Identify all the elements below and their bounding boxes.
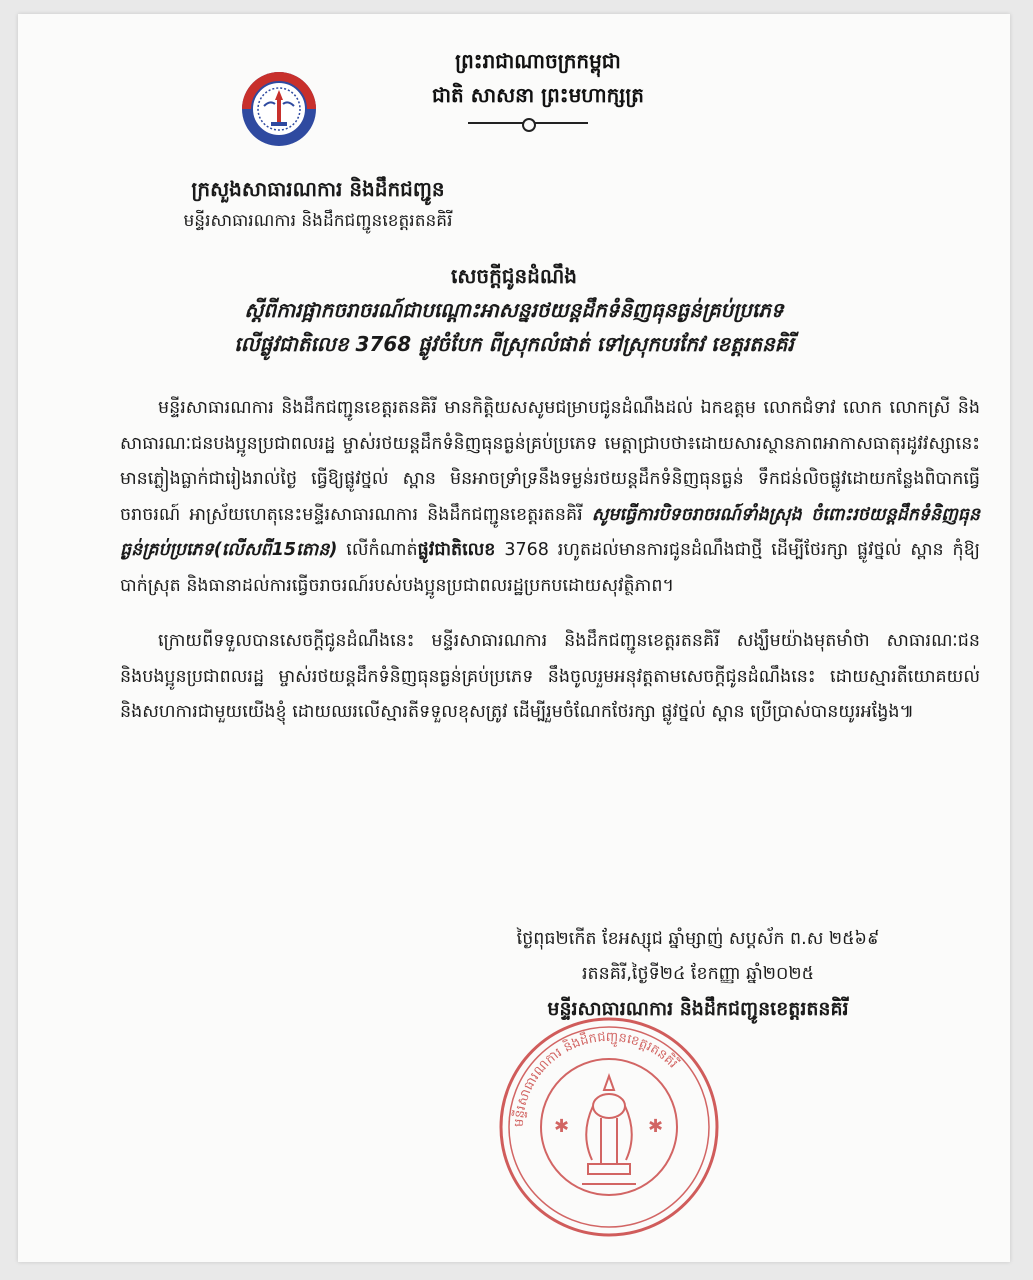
title-line1: សេចក្តីជូនដំណឹង xyxy=(451,264,577,288)
ministry-block xyxy=(108,172,528,236)
kingdom-motto-line1: ព្រះរាជាណាចក្រកម្ពុជា xyxy=(455,49,621,73)
department-name: មន្ទីរសាធារណការ និងដឹកជញ្ជូនខេត្តរតនគិរី xyxy=(183,211,453,231)
seal-ring-text: មន្ទីរសាធារណការ និងដឹកជញ្ជូនខេត្តរតនគិរី xyxy=(511,1029,681,1128)
kingdom-motto-line2: ជាតិ សាសនា ព្រះមហាក្សត្រ xyxy=(432,83,644,107)
seal-star-left: ✱ xyxy=(554,1116,570,1137)
p1-mid: លើកំណាត់ xyxy=(337,540,418,560)
seal-star-right: ✱ xyxy=(648,1116,664,1137)
p1-road: ផ្លូវជាតិលេខ xyxy=(417,540,496,560)
notice-title xyxy=(78,259,950,361)
paragraph-1 xyxy=(120,391,980,604)
title-line2: ស្តីពីការផ្អាកចរាចរណ៍ជាបណ្តោះអាសន្នរថយន្តដឹកទំនិញធុនធ្ងន់គ្រប់ប្រភេទ xyxy=(244,298,784,322)
paragraph-2: ក្រោយពីទទួលបានសេចក្តីជូនដំណឹងនេះ មន្ទីរសាធារណការ និងដឹកជញ្ជូនខេត្តរតនគិរី សង្ឃឹមយ៉ាងមុតមាំថា សាធារណៈជន និងបងប្អូនប្រជាពលរដ្ឋ ម្ចាស់រថយន្តដឹកទំនិញធុនធ្ងន់គ្រប់ប្រភេទ នឹងចូលរួមអនុវត្តតាមសេចក្តីជូនដំណឹងនេះ ដោយស្មារតីយោគយល់ និងសហការជាមួយយើងខ្ញុំ ដោយឈរលើស្មារតីទទួលខុសត្រូវ ដើម្បីរួមចំណែកថែរក្សា ផ្លូវថ្នល់ ស្ពាន ប្រើប្រាស់បានយូរអង្វែង៕ xyxy=(120,631,980,722)
p1-emphasis: សូមធ្វើការបិទចរាចរណ៍ទាំងស្រុង ចំពោះរថយន្តដឹកទំនិញធុនធ្ងន់គ្រប់ប្រភេទ(លើសពី15តោន) xyxy=(120,504,980,560)
kingdom-header xyxy=(378,44,698,112)
notice-body xyxy=(120,391,980,731)
title-line3: លើផ្លូវជាតិលេខ 3768 ផ្លូវចំបែក ពីស្រុកលំផាត់ ទៅស្រុកបរកែវ ខេត្តរតនគិរី xyxy=(234,332,794,356)
document-page xyxy=(18,14,1010,1262)
official-seal-stamp xyxy=(496,1014,722,1240)
ministry-name: ក្រសួងសាធារណការ និងដឹកជញ្ជូន xyxy=(191,177,445,201)
p1-end: 3768 រហូតដល់មានការជូនដំណឹងជាថ្មី ដើម្បីថែរក្សា ផ្លូវថ្នល់ ស្ពាន កុំឱ្យបាក់ស្រុត និងធានាដល់ការធ្វើចរាចរណ៍របស់បងប្អូនប្រជាពលរដ្ឋប្រកបដោយសុវត្ថិភាព។ xyxy=(120,540,980,596)
place-date: រតនគិរី,ថ្ងៃទី២៤ ខែកញ្ញា ឆ្នាំ២០២៥ xyxy=(581,964,815,984)
p1-start: មន្ទីរសាធារណការ និងដឹកជញ្ជូនខេត្តរតនគិរី មានកិត្តិយសសូមជម្រាបជូនដំណឹងដល់ ឯកឧត្តម លោកជំទាវ លោក លោកស្រី និង សាធារណៈជនបងប្អូនប្រជាពលរដ្ឋ ម្ចាស់រថយន្តដឹកទំនិញធុនធ្ងន់គ្រប់ប្រភេទ មេត្តាជ្រាបថា៖ដោយសារស្ថានភាពអាកាសធាតុរដូវវស្សានេះមានភ្លៀងធ្លាក់ជារៀងរាល់ថ្ងៃ ធ្វើឱ្យផ្លូវថ្នល់ ស្ពាន មិនអាចទ្រាំទ្រនឹងទម្ងន់រថយន្តដឹកទំនិញធុនធ្ងន់ ទឹកជន់លិចផ្លូវដោយកន្លែងពិបាកធ្វើចរាចរណ៍ អាស្រ័យហេតុនេះមន្ទីរសាធារណការ និងដឹកជញ្ជូនខេត្តរតនគិរី xyxy=(120,398,980,525)
signatory: មន្ទីរសាធារណការ និងដឹកជញ្ជូនខេត្តរតនគិរី xyxy=(547,998,849,1020)
ornamental-divider xyxy=(468,122,588,124)
lunar-date: ថ្ងៃពុធ២កើត ខែអស្សុជ ឆ្នាំម្សាញ់ សប្តស័ក ព.ស ២៥៦៩ xyxy=(516,929,880,949)
date-signature-block xyxy=(438,922,958,1027)
ministry-logo xyxy=(240,70,318,148)
